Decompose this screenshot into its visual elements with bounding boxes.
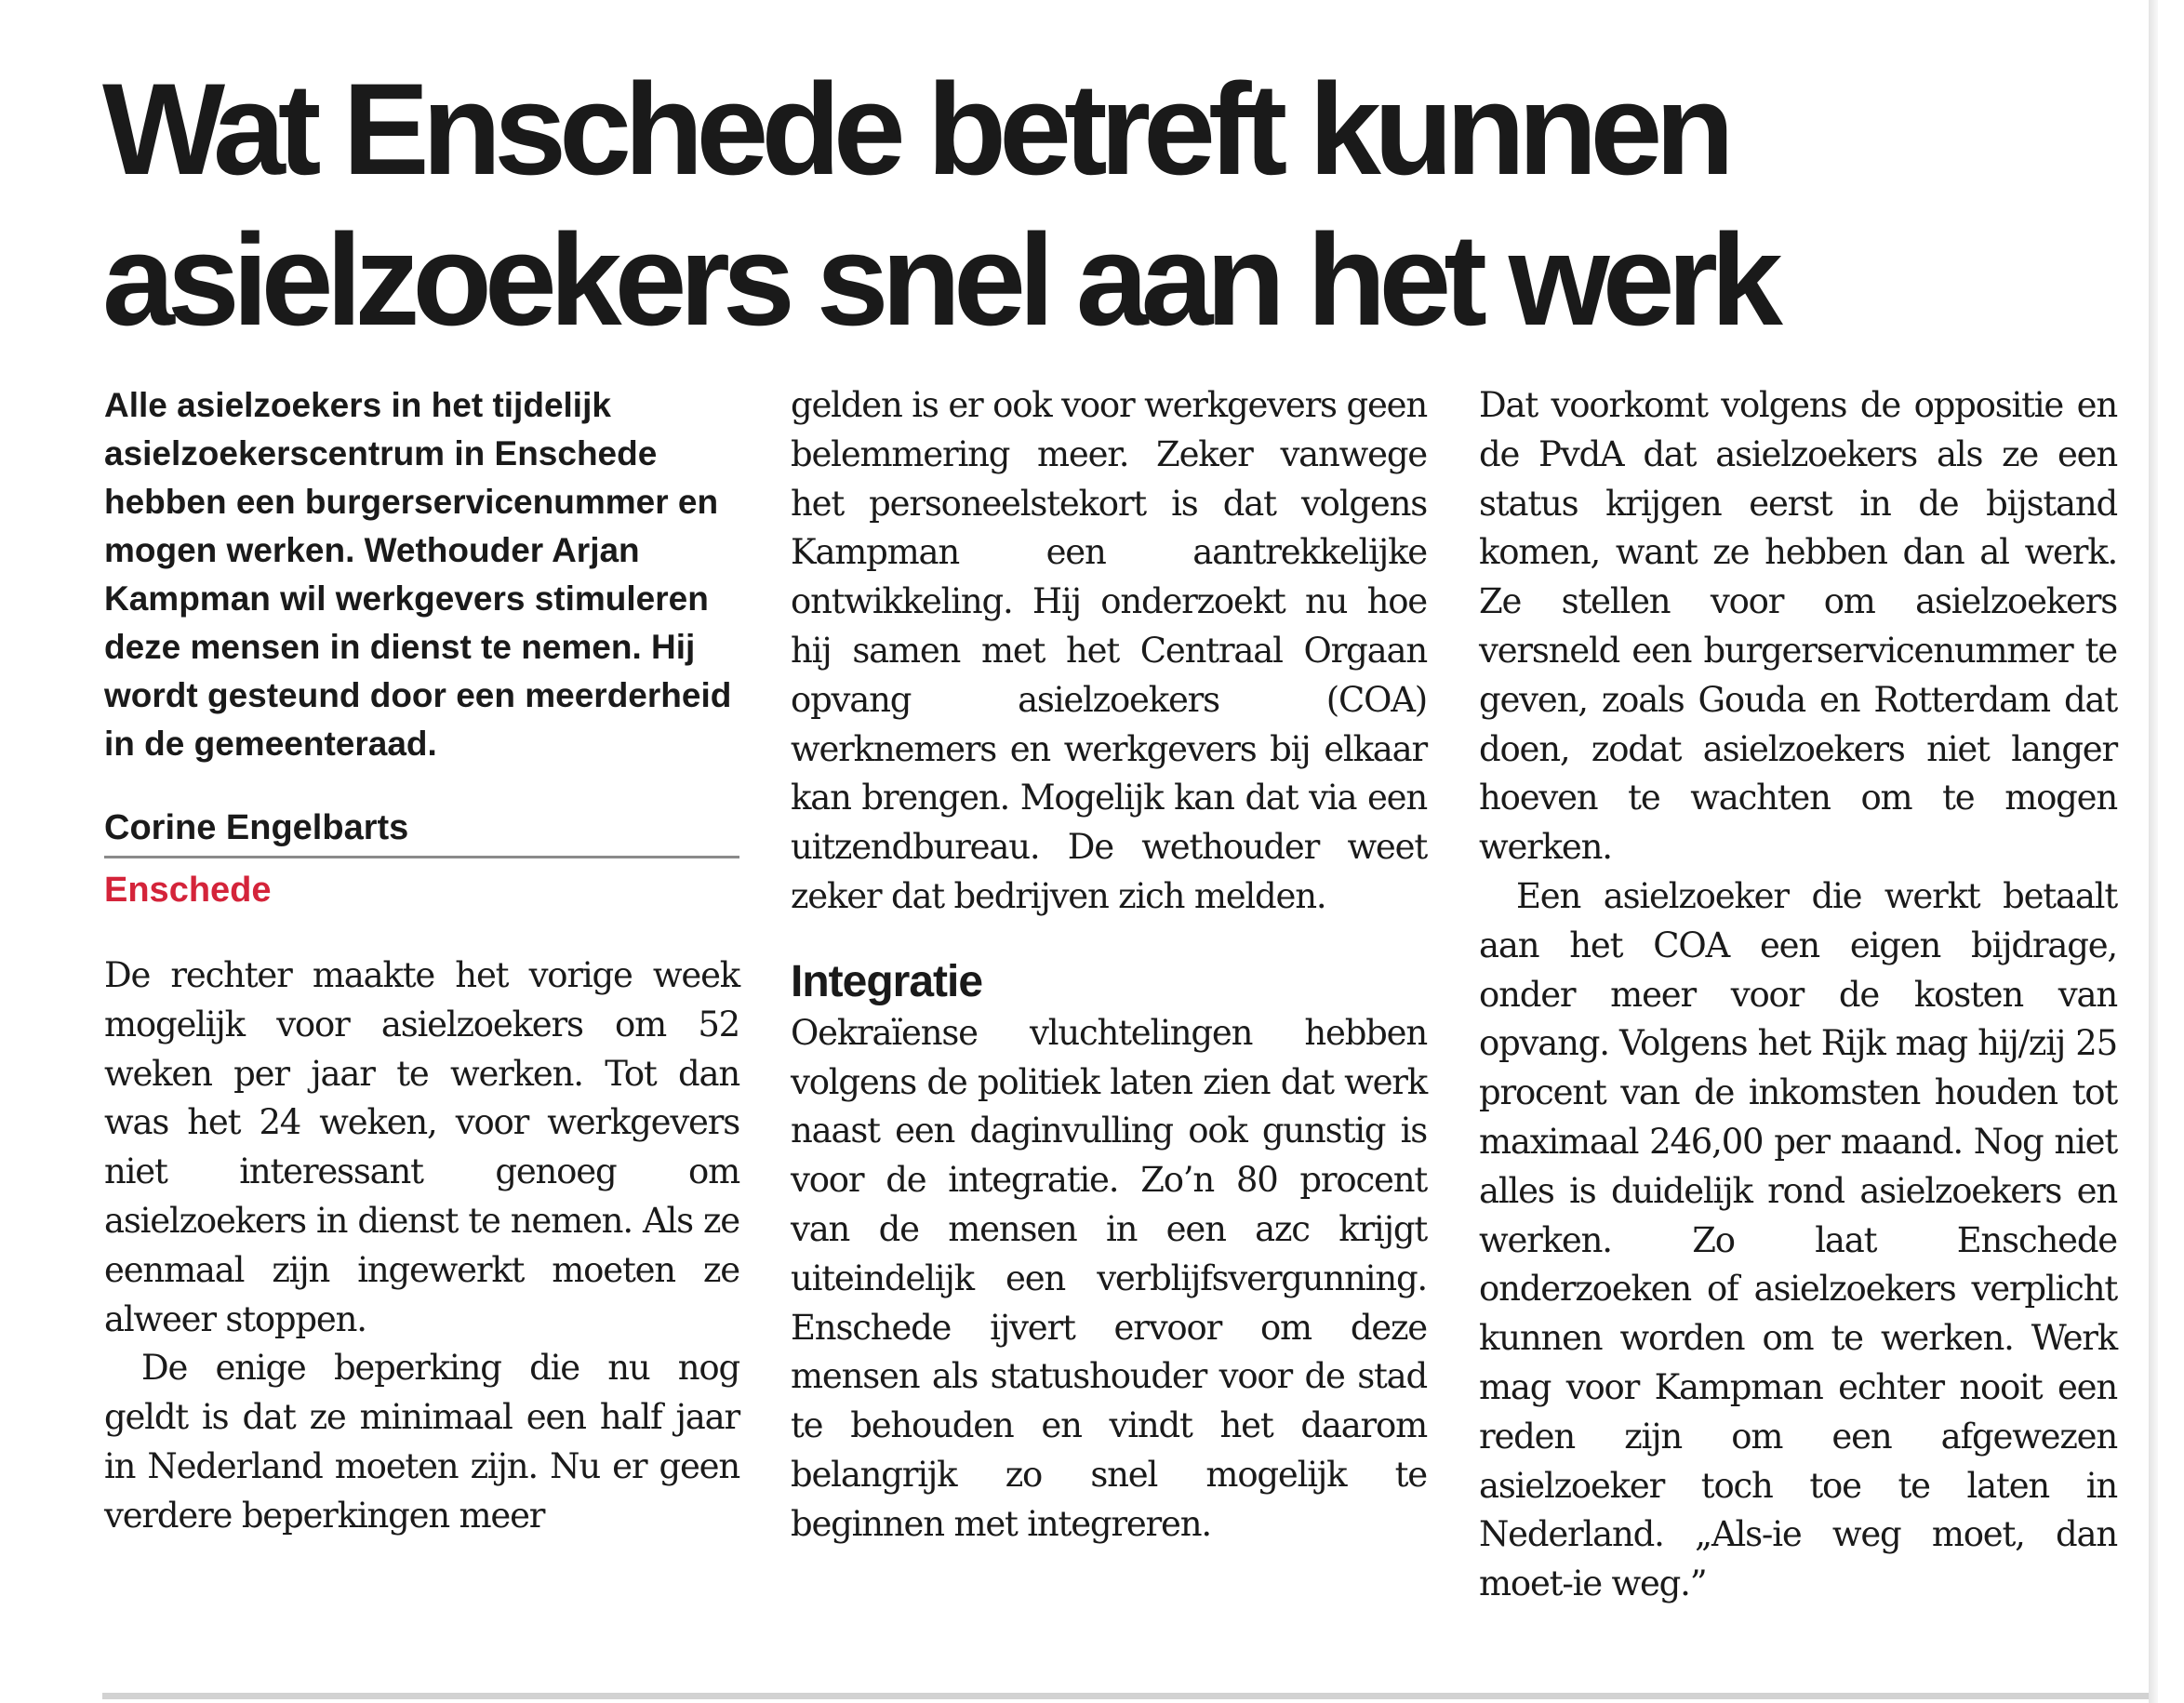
body-paragraph-2-start: De enige beperking die nu nog geldt is dat ze minimaal een half jaar in Nederland moeten zijn. Nu er geen verdere beperkingen meer (104, 1348, 739, 1536)
article-column-2 (791, 381, 1427, 1550)
article-lead: Alle asielzoekers in het tijdelijk asielzoekerscentrum in Enschede hebben een burgerservicenummer en mogen werken. Wethouder Arjan Kampman wil werkgevers stimuleren deze mensen in dienst te nemen. Hij wordt gesteund door een meerderheid in de gemeenteraad. (104, 386, 732, 763)
body-paragraph-3-continued: Dat voorkomt volgens de oppositie en de PvdA dat asielzoekers als ze een status krijgen eerst in de bijstand komen, want ze hebben dan al werk. Ze stellen voor om asielzoekers versneld een burgerservicenummer te geven, zoals Gouda en Rotterdam dat doen, zodat asielzoekers niet langer hoeven te wachten om te mogen werken. (1479, 385, 2117, 868)
article-headline: Wat Enschede betreft kunnen asielzoekers snel aan het werk (102, 56, 1776, 353)
body-paragraph-2-continued: gelden is er ook voor werkgevers geen belemmering meer. Zeker vanwege het personeelstekort is dat volgens Kampman een aantrekkelijke ontwikkeling. Hij onderzoekt nu hoe hij samen met het Centraal Orgaan opvang asielzoekers (COA) werknemers en werkgevers bij elkaar kan brengen. Mogelijk kan dat via een uitzendbureau. De wethouder weet zeker dat bedrijven zich melden. (791, 385, 1427, 916)
article-column-3 (1479, 381, 2117, 1609)
author-byline: Corine Engelbarts (104, 804, 739, 858)
article-column-1 (104, 381, 739, 1541)
page-edge-shadow (2149, 0, 2158, 1703)
body-paragraph-1: De rechter maakte het vorige week mogelijk voor asielzoekers om 52 weken per jaar te werken. Tot dan was het 24 weken, voor werkgevers niet interessant genoeg om asielzoekers in dienst te nemen. Als ze eenmaal zijn ingewerkt moeten ze alweer stoppen. (104, 955, 739, 1339)
bottom-divider (102, 1693, 2149, 1699)
body-paragraph-3-start: Oekraïense vluchtelingen hebben volgens de politiek laten zien dat werk naast een daginvulling ook gunstig is voor de integratie. Zo’n 80 procent van de mensen in een azc krijgt uiteindelijk een verblijfsvergunning. Enschede ijvert ervoor om deze mensen als statushouder voor de stad te behouden en vindt het daarom belangrijk zo snel mogelijk te beginnen met integreren. (791, 1012, 1427, 1544)
section-subheading: Integratie (791, 956, 983, 1006)
location-label: Enschede (104, 871, 272, 910)
body-paragraph-4: Een asielzoeker die werkt betaalt aan het COA een eigen bijdrage, onder meer voor de kosten van opvang. Volgens het Rijk mag hij/zij 25 procent van de inkomsten houden tot maximaal 246,00 per maand. Nog niet alles is duidelijk rond asielzoekers en werken. Zo laat Enschede onderzoeken of asielzoekers verplicht kunnen worden om te werken. Werk mag voor Kampman echter nooit een reden zijn om een afgewezen asielzoeker toch toe te laten in Nederland. „Als-ie weg moet, dan moet-ie weg.” (1479, 875, 2117, 1604)
